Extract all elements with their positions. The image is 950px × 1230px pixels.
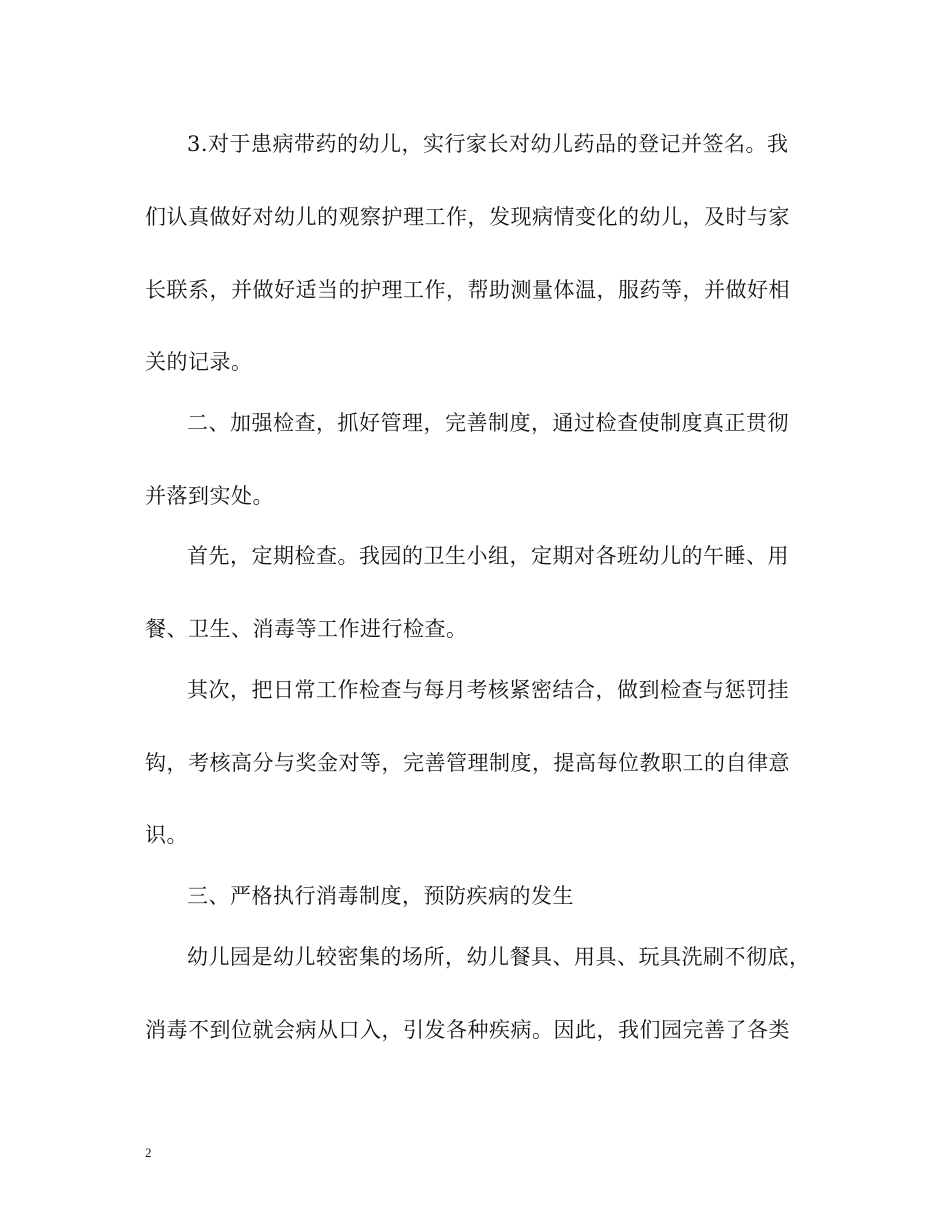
text-line: 钩，考核高分与奖金对等，完善管理制度，提高每位教职工的自律意 xyxy=(145,751,790,775)
section-heading: 二、加强检查，抓好管理，完善制度，通过检查使制度真正贯彻 xyxy=(187,411,789,435)
text-line: 消毒不到位就会病从口入，引发各种疾病。因此，我们园完善了各类 xyxy=(145,1018,790,1042)
text-line: 首先，定期检查。我园的卫生小组，定期对各班幼儿的午睡、用 xyxy=(187,544,789,568)
text-line: 们认真做好对幼儿的观察护理工作，发现病情变化的幼儿，及时与家 xyxy=(145,205,790,229)
text-line: 幼儿园是幼儿较密集的场所，幼儿餐具、用具、玩具洗刷不彻底， xyxy=(187,945,811,969)
text-line: 3.对于患病带药的幼儿，实行家长对幼儿药品的登记并签名。我 xyxy=(187,132,789,156)
text-line: 关的记录。 xyxy=(145,350,253,374)
text-line: 识。 xyxy=(145,823,188,847)
section-heading: 三、严格执行消毒制度，预防疾病的发生 xyxy=(187,884,574,908)
text-line: 并落到实处。 xyxy=(145,484,274,508)
text-line: 长联系，并做好适当的护理工作，帮助测量体温，服药等，并做好相 xyxy=(145,278,790,302)
text-line: 其次，把日常工作检查与每月考核紧密结合，做到检查与惩罚挂 xyxy=(187,678,789,702)
page-number: 2 xyxy=(145,1145,152,1160)
text-line: 餐、卫生、消毒等工作进行检查。 xyxy=(145,617,468,641)
